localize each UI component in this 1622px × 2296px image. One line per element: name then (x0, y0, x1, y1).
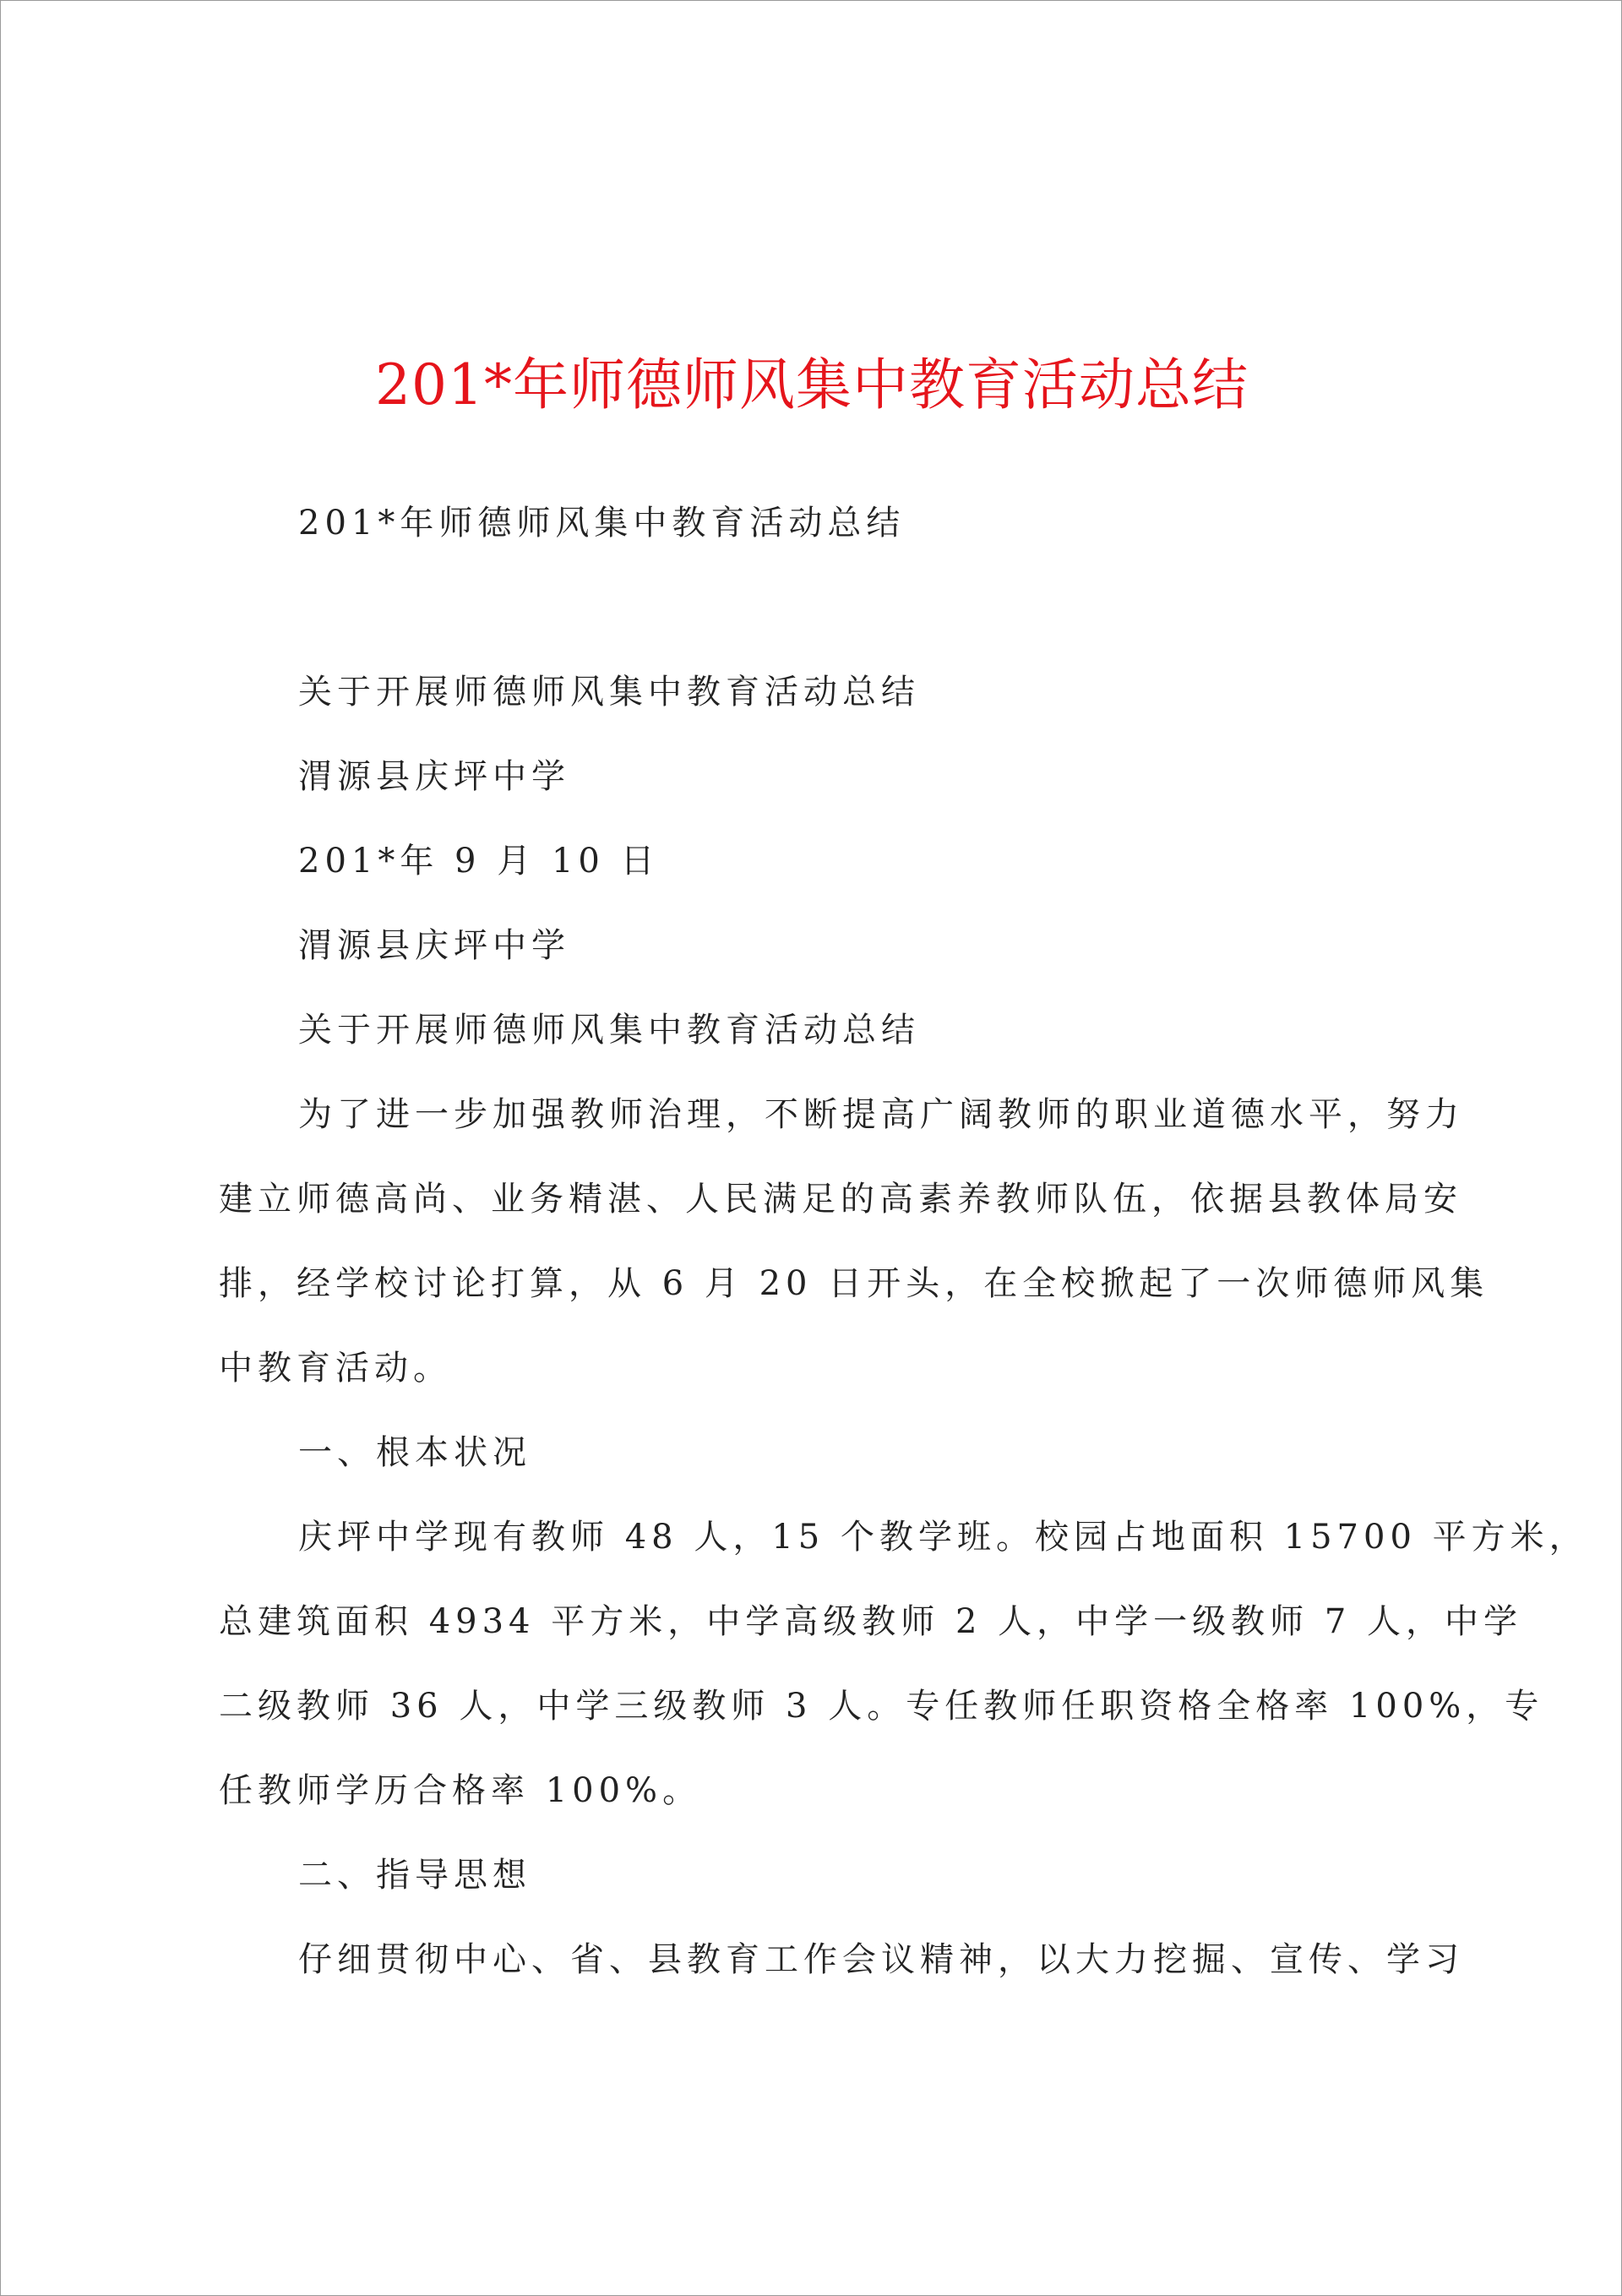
paragraph-line: 排，经学校讨论打算，从 6 月 20 日开头，在全校掀起了一次师德师风集 (219, 1264, 1489, 1303)
section-heading: 一、根本状况 (298, 1433, 531, 1472)
blank-line (219, 565, 1418, 650)
paragraph-line: 仔细贯彻中心、省、县教育工作会议精神，以大力挖掘、宣传、学习 (298, 1940, 1464, 1979)
paragraph-line: 二级教师 36 人，中学三级教师 3 人。专任教师任职资格全格率 100%，专 (219, 1687, 1544, 1726)
heading-line: 关于开展师德师风集中教育活动总结 (298, 673, 920, 712)
paragraph-line: 任教师学历合格率 100%。 (219, 1771, 702, 1810)
date-line: 201*年 9 月 10 日 (298, 842, 660, 881)
paragraph-line: 总建筑面积 4934 平方米，中学高级教师 2 人，中学一级教师 7 人，中学 (219, 1602, 1522, 1641)
paragraph-line: 建立师德高尚、业务精湛、人民满足的高素养教师队伍，依据县教体局安 (219, 1180, 1462, 1219)
school-name-line: 渭源县庆坪中学 (298, 757, 570, 796)
subtitle-line: 201*年师德师风集中教育活动总结 (298, 504, 906, 543)
school-name-line: 渭源县庆坪中学 (298, 926, 570, 965)
paragraph-line: 庆坪中学现有教师 48 人，15 个教学班。校园占地面积 15700 平方米， (298, 1518, 1588, 1557)
section-heading: 二、指导思想 (298, 1856, 531, 1895)
document-title: 201*年师德师风集中教育活动总结 (375, 352, 1249, 417)
paragraph-line: 为了进一步加强教师治理，不断提高广阔教师的职业道德水平，努力 (298, 1095, 1464, 1134)
document-body (219, 481, 1588, 2002)
paragraph-line: 中教育活动。 (219, 1349, 452, 1388)
heading-line: 关于开展师德师风集中教育活动总结 (298, 1011, 920, 1050)
